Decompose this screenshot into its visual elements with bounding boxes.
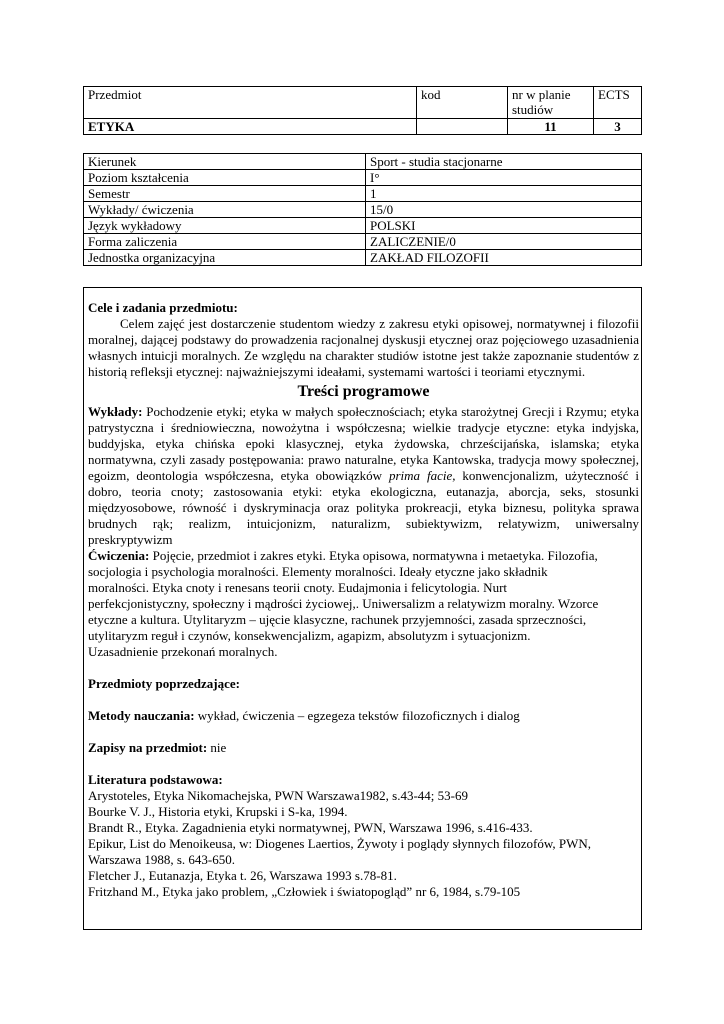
info-row: [84, 250, 642, 266]
info-table: [83, 153, 642, 266]
info-label: Poziom kształcenia: [84, 170, 366, 186]
header-przedmiot: Przedmiot: [84, 87, 417, 119]
subject-ects: 3: [594, 119, 642, 135]
literature-item: Fritzhand M., Etyka jako problem, „Człowiek i światopogląd” nr 6, 1984, s.79-105: [88, 884, 521, 899]
literature-item: Brandt R., Etyka. Zagadnienia etyki normatywnej, PWN, Warszawa 1996, s.416-433.: [88, 820, 533, 835]
exercises-line: utylitaryzm reguł i czynów, konsekwencjalizm, agapizm, absolutyzm i sytuacjonizm.: [88, 628, 531, 643]
lectures-text-a: Pochodzenie etyki; etyka w małych społecznościach; etyka starożytnej Grecji i Rzymu; etyka patrystyczna i średniowieczna, nowożytna i współczesna; wielkie tradycje etyczne: etyka indyjska, buddyjska, etyka chińska epoki klasycznej, etyka żydowska, chrześcijańska, islamska; etyka normatywna, czyli zasady postępowania: prawo naturalne, etyka Kantowska, tradycja mowy społecznej, egoizm, deontologia współczesna, etyka obowiązków: [88, 404, 640, 483]
subject-nr: 11: [508, 119, 594, 135]
lectures-label: Wykłady:: [88, 404, 143, 419]
info-value: I°: [366, 170, 642, 186]
goals-label: Cele i zadania przedmiotu:: [88, 300, 238, 315]
info-value: 15/0: [366, 202, 642, 218]
subject-kod: [417, 119, 508, 135]
literature-item: Arystoteles, Etyka Nikomachejska, PWN Warszawa1982, s.43-44; 53-69: [88, 788, 468, 803]
header-kod: kod: [417, 87, 508, 119]
literature-label: Literatura podstawowa:: [88, 772, 223, 787]
prerequisites-paragraph: [88, 676, 639, 692]
info-label: Wykłady/ ćwiczenia: [84, 202, 366, 218]
info-row: [84, 234, 642, 250]
exercises-line-text: Pojęcie, przedmiot i zakres etyki. Etyka opisowa, normatywna i metaetyka. Filozofia,: [152, 548, 598, 563]
info-value: 1: [366, 186, 642, 202]
exercises-line: socjologia i psychologia moralności. Elementy moralności. Ideały etyczne jako składnik: [88, 564, 548, 579]
info-label: Forma zaliczenia: [84, 234, 366, 250]
goals-text: Celem zajęć jest dostarczenie studentom wiedzy z zakresu etyki opisowej, normatywnej i filozofii moralnej, dającej podstawy do prowadzenia racjonalnej dyskusji etycznej oraz pojęciowego uzasadnienia własnych intuicji moralnych. Ze względu na charakter studiów istotne jest także zapoznanie studentów z historią refleksji etycznej: najważniejszymi ideałami, systemami wartości i teoriami etycznymi.: [88, 316, 639, 379]
info-label: Jednostka organizacyjna: [84, 250, 366, 266]
prerequisites-label: Przedmioty poprzedzające:: [88, 676, 240, 691]
info-label: Semestr: [84, 186, 366, 202]
info-value: ZALICZENIE/0: [366, 234, 642, 250]
subject-table: [83, 86, 642, 135]
info-label: Kierunek: [84, 154, 366, 170]
methods-label: Metody nauczania:: [88, 708, 195, 723]
enrollment-label: Zapisy na przedmiot:: [88, 740, 208, 755]
header-ects: ECTS: [594, 87, 642, 119]
exercises-line: [88, 548, 639, 564]
exercises-line: moralności. Etyka cnoty i renesans teorii cnoty. Eudajmonia i felicytologia. Nurt: [88, 580, 508, 595]
lectures-text-b: konwencjonalizm, użyteczność i dobro, teoria cnoty; zastosowania etyki: etyka ekologiczna, eutanazja, aborcja, seks, stosunki międzyosobowe, równość i dyskryminacja oraz polityka prokreacji, etyka biznesu, polityka sprawa brudnych rąk; realizm, intuicjonizm, naturalizm, subiektywizm, relatywizm, uniwersalny preskryptywizm: [88, 468, 640, 547]
methods-paragraph: [88, 708, 639, 724]
subject-name: ETYKA: [84, 119, 417, 135]
info-row: [84, 218, 642, 234]
program-heading: Treści programowe: [297, 383, 430, 400]
exercises-line: Uzasadnienie przekonań moralnych.: [88, 644, 278, 659]
info-row: [84, 186, 642, 202]
lectures-paragraph: [88, 404, 639, 548]
info-row: [84, 154, 642, 170]
info-row: [84, 202, 642, 218]
literature-item: Bourke V. J., Historia etyki, Krupski i S-ka, 1994.: [88, 804, 348, 819]
course-content: [88, 300, 639, 900]
header-nr-w-planie: nr w planie studiów: [508, 87, 594, 119]
methods-value: wykład, ćwiczenia – egzegeza tekstów filozoficznych i dialog: [197, 708, 520, 723]
literature-item: Fletcher J., Eutanazja, Etyka t. 26, Warszawa 1993 s.78-81.: [88, 868, 397, 883]
info-value: ZAKŁAD FILOZOFII: [366, 250, 642, 266]
exercises-line: etyczne a kultura. Utylitaryzm – ujęcie klasyczne, rachunek przyjemności, zasada sprzeczności,: [88, 612, 587, 627]
info-value: Sport - studia stacjonarne: [366, 154, 642, 170]
exercises-label: Ćwiczenia:: [88, 548, 150, 563]
info-label: Język wykładowy: [84, 218, 366, 234]
exercises-line: perfekcjonistyczny, społeczny i mądrości życiowej,. Uniwersalizm a relatywizm moralny. Wzorce: [88, 596, 599, 611]
lectures-text-italic: prima facie,: [388, 468, 456, 483]
info-row: [84, 170, 642, 186]
enrollment-paragraph: [88, 740, 639, 756]
literature-item: Epikur, List do Menoikeusa, w: Diogenes Laertios, Żywoty i poglądy słynnych filozofów, PWN, Warszawa 1988, s. 643-650.: [88, 836, 592, 867]
info-value: POLSKI: [366, 218, 642, 234]
enrollment-value: nie: [210, 740, 227, 755]
exercises-paragraph: [88, 548, 639, 660]
